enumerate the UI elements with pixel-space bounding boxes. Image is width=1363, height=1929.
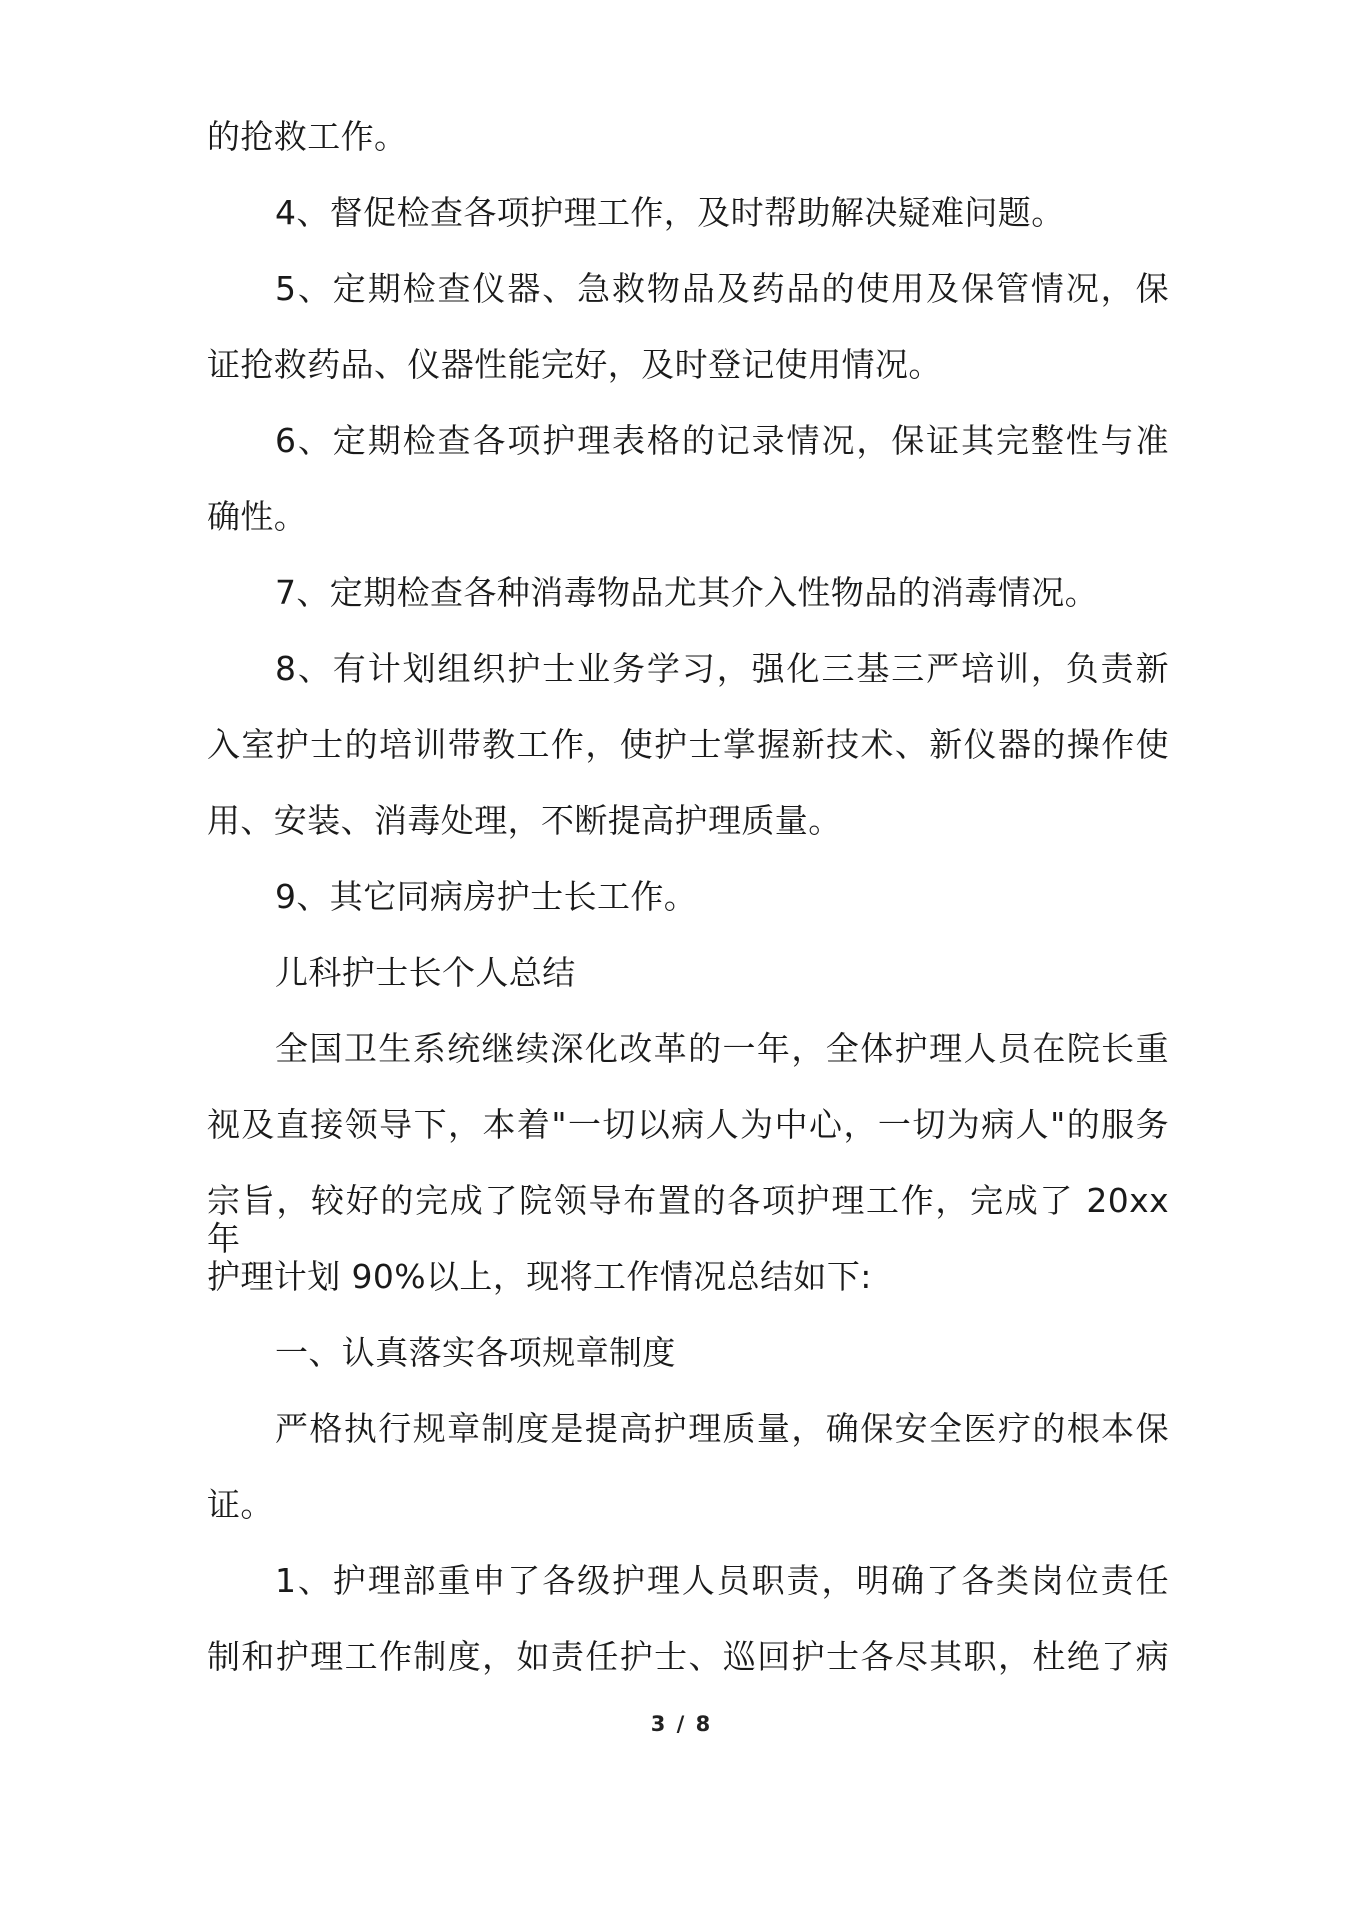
text-line: 的抢救工作。 [207, 117, 408, 156]
text-line: 视及直接领导下，本着"一切以病人为中心，一切为病人"的服务 [207, 1106, 1169, 1144]
text-line: 9、其它同病房护士长工作。 [275, 877, 698, 916]
document-body [207, 118, 1169, 1714]
text-line: 5、定期检查仪器、急救物品及药品的使用及保管情况，保 [275, 270, 1169, 308]
text-line: 用、安装、消毒处理，不断提高护理质量。 [207, 801, 842, 840]
text-line: 儿科护士长个人总结 [275, 953, 576, 992]
text-line: 7、定期检查各种消毒物品尤其介入性物品的消毒情况。 [275, 573, 1098, 612]
text-line: 确性。 [207, 497, 308, 536]
text-line: 严格执行规章制度是提高护理质量，确保安全医疗的根本保 [275, 1410, 1169, 1448]
text-line: 护理计划 90%以上，现将工作情况总结如下: [207, 1257, 872, 1296]
text-line: 证抢救药品、仪器性能完好，及时登记使用情况。 [207, 345, 942, 384]
text-line: 入室护士的培训带教工作，使护士掌握新技术、新仪器的操作使 [207, 726, 1169, 764]
text-line: 4、督促检查各项护理工作，及时帮助解决疑难问题。 [275, 193, 1065, 232]
text-line: 全国卫生系统继续深化改革的一年，全体护理人员在院长重 [275, 1030, 1169, 1068]
page-number: 3 / 8 [650, 1712, 713, 1736]
text-line: 证。 [207, 1485, 274, 1524]
text-line: 1、护理部重申了各级护理人员职责，明确了各类岗位责任 [275, 1562, 1169, 1600]
text-line: 8、有计划组织护士业务学习，强化三基三严培训，负责新 [275, 650, 1169, 688]
text-line: 一、认真落实各项规章制度 [275, 1333, 676, 1372]
text-line: 6、定期检查各项护理表格的记录情况，保证其完整性与准 [275, 422, 1169, 460]
text-line: 制和护理工作制度，如责任护士、巡回护士各尽其职，杜绝了病 [207, 1638, 1169, 1676]
text-line: 宗旨，较好的完成了院领导布置的各项护理工作，完成了 20xx 年 [207, 1182, 1169, 1258]
